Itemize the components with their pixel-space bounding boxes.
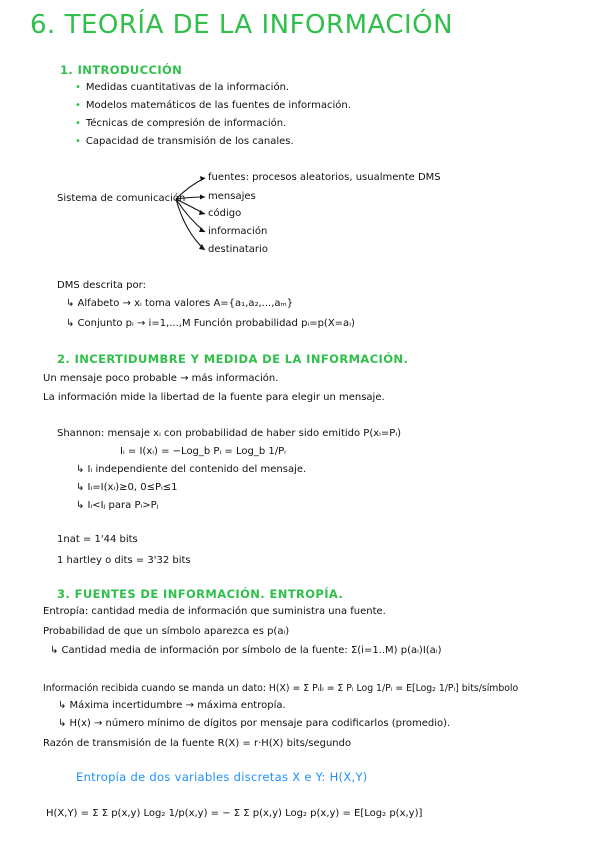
diagram-item: destinatario xyxy=(208,244,268,255)
diagram-item: código xyxy=(208,208,242,219)
bullet-item: • Capacidad de transmisión de los canales. xyxy=(75,136,294,147)
dms-title: DMS descrita por: xyxy=(57,280,146,291)
diagram-item: fuentes: procesos aleatorios, usualmente DMS xyxy=(208,172,441,183)
text-line: Razón de transmisión de la fuente R(X) = r·H(X) bits/segundo xyxy=(43,738,352,749)
bullet-item: • Técnicas de compresión de información. xyxy=(75,118,286,129)
dms-alphabet: ↳ Alfabeto → xᵢ toma valores A={a₁,a₂,...,aₘ} xyxy=(66,298,294,309)
section-heading-incertidumbre: 2. INCERTIDUMBRE Y MEDIDA DE LA INFORMACIÓN. xyxy=(57,352,409,366)
bullet-item: • Modelos matemáticos de las fuentes de información. xyxy=(75,100,351,111)
diagram-item: información xyxy=(208,226,268,237)
entropy-formula: Información recibida cuando se manda un dato: H(X) = Σ PᵢIᵢ = Σ Pᵢ Log 1/Pᵢ = E[Log₂ 1/Pᵢ] bits/símbolo xyxy=(43,683,519,694)
text-line: ↳ Cantidad media de información por símbolo de la fuente: Σ(i=1..M) p(aᵢ)I(aᵢ) xyxy=(50,645,442,656)
shannon-definition: Shannon: mensaje xᵢ con probabilidad de haber sido emitido P(xᵢ=Pᵢ) xyxy=(57,428,402,439)
information-formula: Iᵢ = I(xᵢ) = −Log_b Pᵢ = Log_b 1/Pᵢ xyxy=(120,446,286,457)
diagram-root: Sistema de comunicación xyxy=(57,193,186,204)
text-line: ↳ H(x) → número mínimo de dígitos por mensaje para codificarlos (promedio). xyxy=(58,718,451,729)
joint-entropy-formula: H(X,Y) = Σ Σ p(x,y) Log₂ 1/p(x,y) = − Σ Σ p(x,y) Log₂ p(x,y) = E[Log₂ p(x,y)] xyxy=(46,808,423,819)
text-line: ↳ Máxima incertidumbre → máxima entropía. xyxy=(58,700,286,711)
property-line: ↳ Iᵢ independiente del contenido del mensaje. xyxy=(76,464,307,475)
page-title: 6. TEORÍA DE LA INFORMACIÓN xyxy=(30,10,454,40)
property-line: ↳ Iᵢ<Iⱼ para Pᵢ>Pⱼ xyxy=(76,500,159,511)
diagram-item: mensajes xyxy=(208,191,256,202)
text-line: Probabilidad de que un símbolo aparezca es p(aᵢ) xyxy=(43,626,290,637)
bullet-item: • Medidas cuantitativas de la información. xyxy=(75,82,289,93)
subsection-heading-joint-entropy: Entropía de dos variables discretas X e Y: H(X,Y) xyxy=(76,770,368,784)
dms-probabilities: ↳ Conjunto pᵢ → i=1,...,M Función probabilidad pᵢ=p(X=aᵢ) xyxy=(66,318,355,329)
unit-nat: 1nat = 1'44 bits xyxy=(57,534,138,545)
text-line: Entropía: cantidad media de información que suministra una fuente. xyxy=(43,606,386,617)
section-heading-introduccion: 1. INTRODUCCIÓN xyxy=(60,63,183,77)
text-line: Un mensaje poco probable → más información. xyxy=(43,373,279,384)
unit-hartley: 1 hartley o dits = 3'32 bits xyxy=(57,555,191,566)
section-heading-fuentes: 3. FUENTES DE INFORMACIÓN. ENTROPÍA. xyxy=(57,587,344,601)
text-line: La información mide la libertad de la fuente para elegir un mensaje. xyxy=(43,392,385,403)
property-line: ↳ Iᵢ=I(xᵢ)≥0, 0≤Pᵢ≤1 xyxy=(76,482,178,493)
